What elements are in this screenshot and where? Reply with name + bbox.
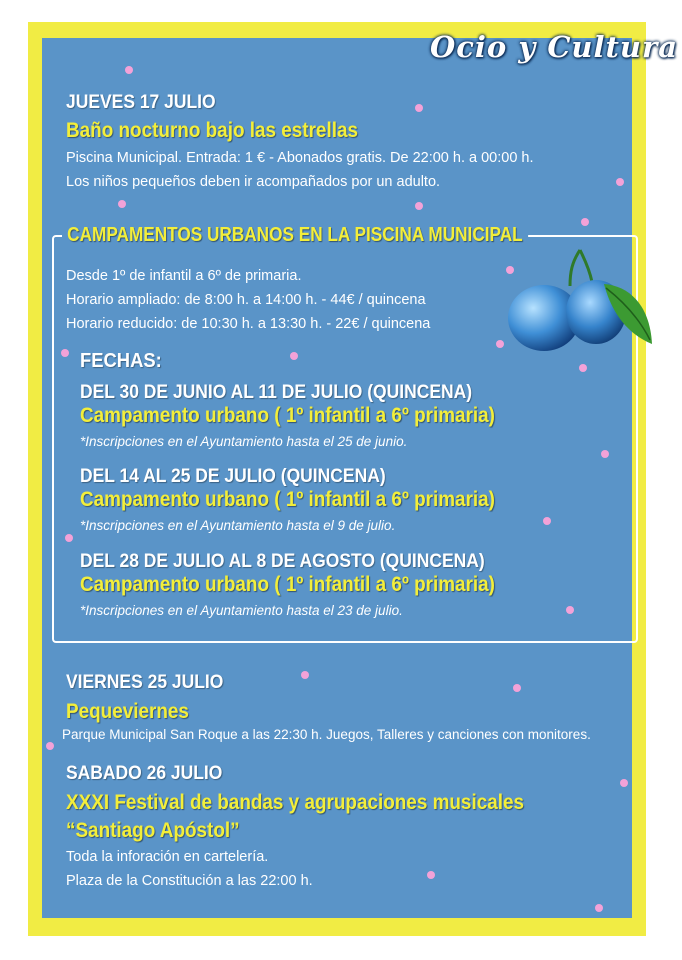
decor-dot xyxy=(415,202,423,210)
camps-line2: Horario ampliado: de 8:00 h. a 14:00 h. - 44€ / quincena xyxy=(66,292,426,308)
event1-title: Baño nocturno bajo las estrellas xyxy=(66,119,358,142)
event3-line1: Toda la inforación en cartelería. xyxy=(66,849,269,865)
decor-dot xyxy=(415,104,423,112)
decor-dot xyxy=(513,684,521,692)
decor-dot xyxy=(46,742,54,750)
brand-heading: Ocio y Cultura xyxy=(430,30,679,64)
event3-title2: “Santiago Apóstol” xyxy=(66,819,240,842)
decor-dot xyxy=(581,218,589,226)
event1-date: JUEVES 17 JULIO xyxy=(66,92,216,113)
decor-dot xyxy=(620,779,628,787)
dates-label: FECHAS: xyxy=(80,350,162,372)
period3-range: DEL 28 DE JULIO AL 8 DE AGOSTO (QUINCENA) xyxy=(80,551,485,572)
decor-dot xyxy=(427,871,435,879)
event2-title: Pequeviernes xyxy=(66,700,189,723)
plum-icon xyxy=(500,240,660,360)
period2-title: Campamento urbano ( 1º infantil a 6º primaria) xyxy=(80,488,495,511)
period1-range: DEL 30 DE JUNIO AL 11 DE JULIO (QUINCENA) xyxy=(80,382,473,403)
period1-note: *Inscripciones en el Ayuntamiento hasta el 25 de junio. xyxy=(80,434,408,449)
period3-title: Campamento urbano ( 1º infantil a 6º primaria) xyxy=(80,573,495,596)
camps-title: CAMPAMENTOS URBANOS EN LA PISCINA MUNICIPAL xyxy=(62,224,528,247)
event1-line1: Piscina Municipal. Entrada: 1 € - Abonados gratis. De 22:00 h. a 00:00 h. xyxy=(66,150,534,166)
camps-line3: Horario reducido: de 10:30 h. a 13:30 h. - 22€ / quincena xyxy=(66,316,431,332)
decor-dot xyxy=(125,66,133,74)
camps-line1: Desde 1º de infantil a 6º de primaria. xyxy=(66,268,302,284)
decor-dot xyxy=(118,200,126,208)
event2-line1: Parque Municipal San Roque a las 22:30 h. Juegos, Talleres y canciones con monitores. xyxy=(62,727,591,742)
event1-line2: Los niños pequeños deben ir acompañados por un adulto. xyxy=(66,174,441,190)
period2-range: DEL 14 AL 25 DE JULIO (QUINCENA) xyxy=(80,466,386,487)
event2-date: VIERNES 25 JULIO xyxy=(66,672,224,693)
event3-title1: XXXI Festival de bandas y agrupaciones musicales xyxy=(66,791,525,814)
period3-note: *Inscripciones en el Ayuntamiento hasta el 23 de julio. xyxy=(80,603,403,618)
decor-dot xyxy=(595,904,603,912)
period2-note: *Inscripciones en el Ayuntamiento hasta el 9 de julio. xyxy=(80,518,396,533)
decor-dot xyxy=(616,178,624,186)
event3-date: SABADO 26 JULIO xyxy=(66,763,223,784)
event3-line2: Plaza de la Constitución a las 22:00 h. xyxy=(66,873,313,889)
decor-dot xyxy=(301,671,309,679)
period1-title: Campamento urbano ( 1º infantil a 6º primaria) xyxy=(80,404,495,427)
